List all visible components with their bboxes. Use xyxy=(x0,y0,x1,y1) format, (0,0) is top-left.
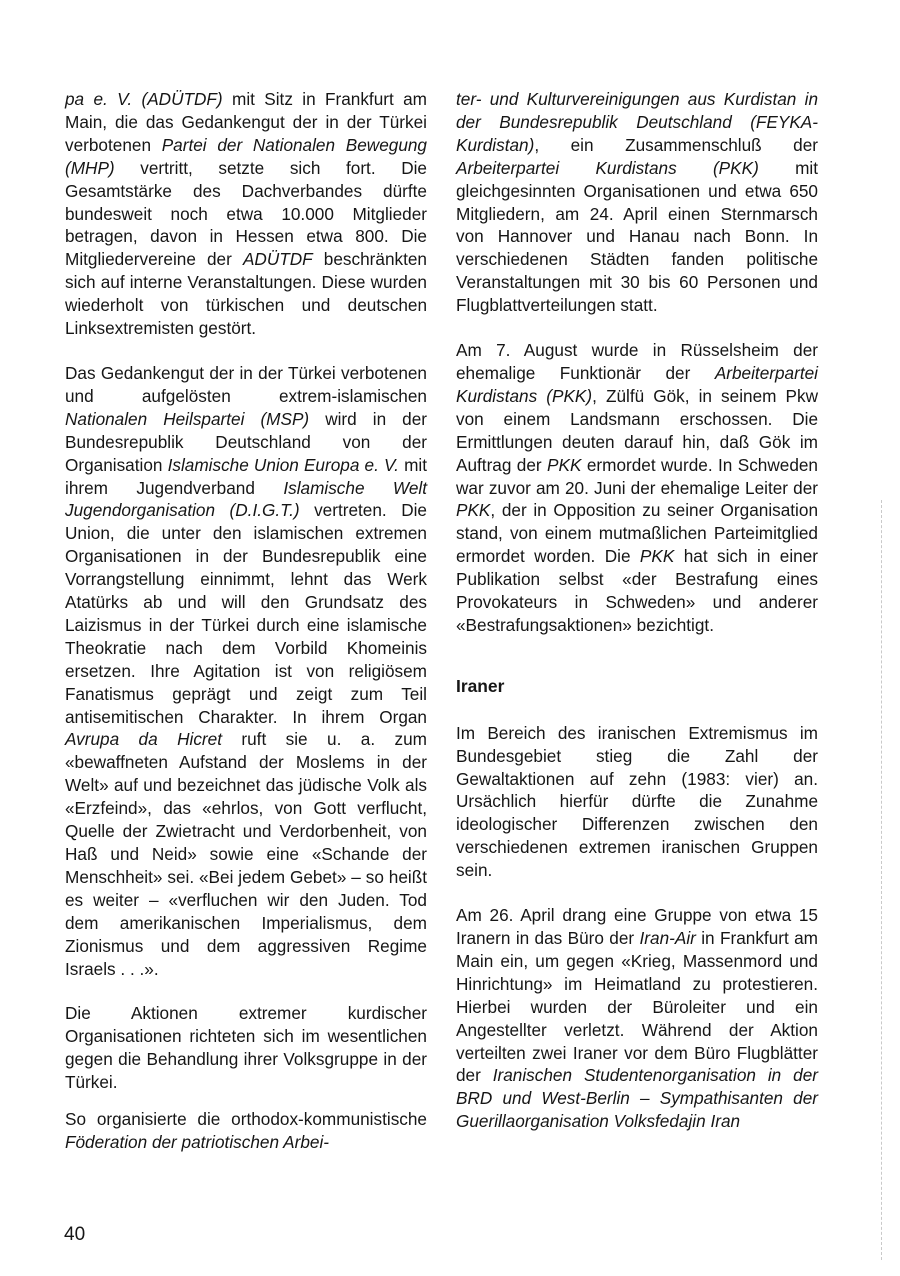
italic-term: PKK xyxy=(547,454,582,475)
text-run: Die Aktionen extremer kurdischer Organisationen richteten sich im wesentlichen gegen die Behandlung ihrer Volksgruppe in der Türkei. xyxy=(65,1003,427,1093)
paragraph xyxy=(65,88,427,340)
text-run: Im Bereich des iranischen Extremismus im Bundesgebiet stieg die Zahl der Gewaltaktionen auf zehn (1983: vier) an. Ursächlich hierfür dürfte die Zunahme ideologischer Differenzen zwischen den verschiedenen extremen iranischen Gruppen sein. xyxy=(456,722,818,881)
italic-term: Islamische Welt Jugendorganisation (D.I.G.T.) xyxy=(65,477,428,521)
text-run: in Frankfurt am Main ein, um gegen «Krieg, Massenmord und Hinrichtung» im Heimatland zu protestieren. Hierbei wurden der Büroleiter und ein Angestellter verletzt. Während der Aktion verteilten zwei Iraner vor dem Büro Flugblätter der xyxy=(456,928,818,1086)
text-run: ruft sie u. a. zum «bewaffneten Aufstand der Moslems in der Welt» auf und bezeichnet das jüdische Volk als «Erzfeind», das «ehrlos, von Gott verflucht, Quelle der Zwietracht und Verdorbenheit, von Haß und Neid» sowie eine «Schande der Menschheit» sei. «Bei jedem Gebet» – so heißt es weiter – «verfluchen wir den Juden. Tod dem amerikanischen Imperialismus, dem Zionismus und dem aggressiven Regime Israels . . .». xyxy=(65,729,427,979)
italic-term: Nationalen Heilspartei (MSP) xyxy=(65,408,310,429)
paragraph xyxy=(456,88,818,317)
text-run: ermordet wurde. In Schweden war zuvor am 20. Juni der ehemalige Leiter der xyxy=(456,454,818,498)
paragraph xyxy=(456,722,818,882)
text-run: , Zülfü Gök, in seinem Pkw von einem Landsmann erschossen. Die Ermittlungen deuten darauf hin, daß Gök im Auftrag der xyxy=(456,385,818,475)
text-run: mit gleichgesinnten Organisationen und etwa 650 Mitgliedern, am 24. April einen Sternmarsch von Hannover und Hanau nach Bonn. In verschiedenen Städten fanden politische Veranstaltungen mit 30 bis 60 Personen und Flugblattverteilungen statt. xyxy=(456,157,818,316)
italic-term: Iran-Air xyxy=(639,928,696,948)
paragraph xyxy=(65,1002,427,1094)
italic-term: PKK xyxy=(456,500,491,521)
text-run: Das Gedankengut der in der Türkei verbotenen und aufgelösten extrem-islamischen xyxy=(65,362,427,406)
page-number: 40 xyxy=(64,1224,86,1245)
text-run: , der in Opposition zu seiner Organisation stand, von einem mutmaßlichen Parteimitglied ermordet worden. Die xyxy=(456,500,818,567)
italic-term: Avrupa da Hicret xyxy=(65,729,222,750)
paragraph xyxy=(65,1108,427,1154)
italic-term: ADÜTDF xyxy=(242,249,313,270)
text-run: beschränkten sich auf interne Veranstaltungen. Diese wurden wiederholt von türkischen und deutschen Linksextremisten gestört. xyxy=(65,249,427,339)
text-run: wird in der Bundesrepublik Deutschland von der Organisation xyxy=(65,408,428,475)
text-run: hat sich in einer Publikation selbst «der Bestrafung eines Provokateurs in Schweden» und anderer «Bestrafungsaktionen» bezichtigt. xyxy=(456,546,818,635)
italic-term: ter- und Kulturvereinigungen aus Kurdistan in der Bundesrepublik Deutschland (FEYKA-Kurdistan) xyxy=(456,89,818,155)
text-run: So organisierte die orthodox-kommunistische xyxy=(65,1109,427,1130)
paragraph xyxy=(456,339,818,637)
text-run: Am 7. August wurde in Rüsselsheim der ehemalige Funktionär der xyxy=(456,340,818,383)
italic-term: Iranischen Studentenorganisation in der BRD und West-Berlin – Sympathisanten der Guerillaorganisation Volksfedajin Iran xyxy=(456,1065,818,1132)
text-run: Am 26. April drang eine Gruppe von etwa 15 Iranern in das Büro der xyxy=(456,905,818,948)
text-run: mit Sitz in Frankfurt am Main, die das Gedankengut der in der Türkei verbotenen xyxy=(65,89,428,155)
text-run: vertreten. Die Union, die unter den islamischen extremen Organisationen in der Bundesrepublik eine Vorrangstellung einnimmt, lehnt das Werk Atatürks ab und will den Grundsatz des Laizismus in der Türkei durch eine islamische Theokratie nach dem Vorbild Khomeinis ersetzen. Ihre Agitation ist von religiösem Fanatismus geprägt und zeigt zum Teil antisemitischen Charakter. In ihrem Organ xyxy=(65,500,427,727)
scan-edge-marks xyxy=(881,500,884,1260)
text-run: mit ihrem Jugendverband xyxy=(65,454,427,498)
italic-term: PKK xyxy=(639,546,675,567)
left-column xyxy=(65,88,427,1176)
text-run: vertritt, setzte sich fort. Die Gesamtstärke des Dachverbandes dürfte bundesweit noch etwa 10.000 Mitglieder betragen, davon in Hessen etwa 800. Die Mitgliedervereine der xyxy=(65,157,427,270)
section-heading: Iraner xyxy=(456,675,505,696)
italic-term: Islamische Union Europa e. V. xyxy=(167,454,399,475)
text-run: , ein Zusammenschluß der xyxy=(534,134,818,155)
italic-term: Partei der Nationalen Bewegung (MHP) xyxy=(65,134,427,178)
italic-term: Föderation der patriotischen Arbei- xyxy=(65,1131,329,1152)
italic-term: Arbeiterpartei Kurdistans (PKK) xyxy=(456,362,818,406)
italic-term: pa e. V. (ADÜTDF) xyxy=(65,89,223,109)
right-column xyxy=(456,88,818,1155)
italic-term: Arbeiterpartei Kurdistans (PKK) xyxy=(456,157,759,178)
paragraph xyxy=(456,904,818,1133)
paragraph xyxy=(65,362,427,980)
